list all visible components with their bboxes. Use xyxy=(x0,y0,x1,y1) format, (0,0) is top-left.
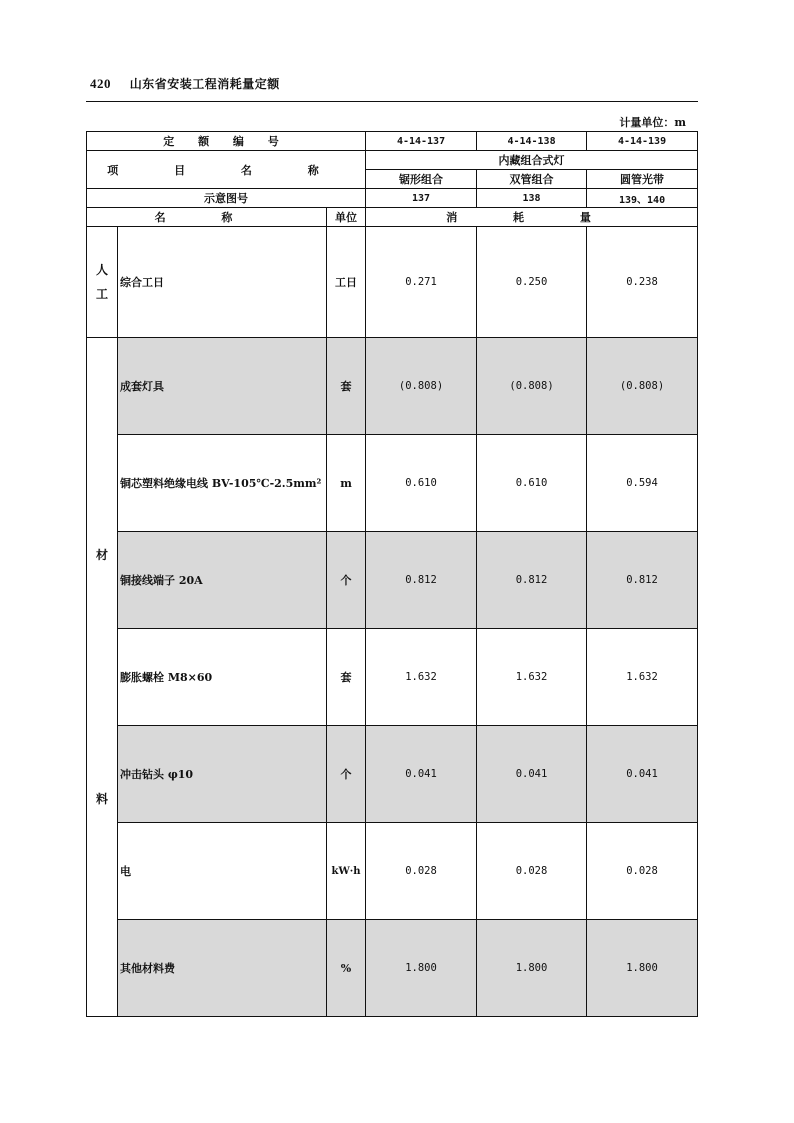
row-name: 冲击钻头 φ10 xyxy=(118,726,327,823)
row-name: 铜接线端子 20A xyxy=(118,532,327,629)
item-name-cell: 锯形组合 xyxy=(366,170,477,189)
row-value: 0.041 xyxy=(366,726,477,823)
group-title: 内藏组合式灯 xyxy=(366,151,698,170)
table-row xyxy=(87,532,698,629)
row-name: 其他材料费 xyxy=(118,920,327,1017)
table-row xyxy=(87,338,698,435)
row-value: 0.812 xyxy=(477,532,587,629)
row-value: 0.594 xyxy=(587,435,698,532)
unit-note: 计量单位：m xyxy=(619,116,686,129)
diagram-label: 示意图号 xyxy=(87,189,366,208)
quota-code-cell: 4-14-139 xyxy=(587,132,698,151)
col-consumption-label: 消 耗 量 xyxy=(366,208,698,227)
row-name: 膨胀螺栓 M8×60 xyxy=(118,629,327,726)
diagram-row xyxy=(87,189,698,208)
row-value: 0.041 xyxy=(587,726,698,823)
category-labor: 人 工 xyxy=(87,227,118,338)
page-number: 420 xyxy=(90,76,111,91)
quota-table xyxy=(86,131,698,1017)
quota-code-row xyxy=(87,132,698,151)
table-row xyxy=(87,726,698,823)
row-unit: % xyxy=(327,920,366,1017)
quota-code-label: 定 额 编 号 xyxy=(87,132,366,151)
col-unit-label: 单位 xyxy=(327,208,366,227)
item-name-cell: 圆管光带 xyxy=(587,170,698,189)
row-value: 1.800 xyxy=(587,920,698,1017)
diagram-number: 137 xyxy=(366,189,477,208)
category-material: 材 料 xyxy=(87,338,118,1017)
quota-code-cell: 4-14-137 xyxy=(366,132,477,151)
item-name-label: 项 目 名 称 xyxy=(87,151,366,189)
diagram-number: 138 xyxy=(477,189,587,208)
col-name-label: 名 称 xyxy=(87,208,327,227)
row-unit: kW·h xyxy=(327,823,366,920)
table-row xyxy=(87,629,698,726)
page-header xyxy=(90,75,280,92)
table-row xyxy=(87,920,698,1017)
row-value: 0.028 xyxy=(366,823,477,920)
row-value: 0.271 xyxy=(366,227,477,338)
row-value: 0.812 xyxy=(587,532,698,629)
row-value: 1.800 xyxy=(366,920,477,1017)
row-unit: 套 xyxy=(327,629,366,726)
row-value: 1.800 xyxy=(477,920,587,1017)
row-unit: 工日 xyxy=(327,227,366,338)
row-name: 铜芯塑料绝缘电线 BV-105℃-2.5mm² xyxy=(118,435,327,532)
column-header-row xyxy=(87,208,698,227)
row-value: (0.808) xyxy=(587,338,698,435)
table-row xyxy=(87,435,698,532)
row-value: 0.238 xyxy=(587,227,698,338)
row-value: 0.028 xyxy=(587,823,698,920)
item-name-cell: 双管组合 xyxy=(477,170,587,189)
row-value: (0.808) xyxy=(477,338,587,435)
row-value: 0.812 xyxy=(366,532,477,629)
row-name: 综合工日 xyxy=(118,227,327,338)
row-unit: m xyxy=(327,435,366,532)
row-value: 0.610 xyxy=(366,435,477,532)
row-value: (0.808) xyxy=(366,338,477,435)
row-value: 1.632 xyxy=(477,629,587,726)
header-rule xyxy=(86,101,698,102)
book-title: 山东省安装工程消耗量定额 xyxy=(129,77,280,91)
group-title-row xyxy=(87,151,698,170)
row-unit: 套 xyxy=(327,338,366,435)
table-row xyxy=(87,823,698,920)
row-name: 电 xyxy=(118,823,327,920)
row-value: 1.632 xyxy=(587,629,698,726)
row-unit: 个 xyxy=(327,532,366,629)
quota-code-cell: 4-14-138 xyxy=(477,132,587,151)
row-value: 0.041 xyxy=(477,726,587,823)
diagram-number: 139、140 xyxy=(587,189,698,208)
row-unit: 个 xyxy=(327,726,366,823)
row-value: 1.632 xyxy=(366,629,477,726)
row-name: 成套灯具 xyxy=(118,338,327,435)
row-value: 0.610 xyxy=(477,435,587,532)
table-row xyxy=(87,227,698,338)
row-value: 0.250 xyxy=(477,227,587,338)
row-value: 0.028 xyxy=(477,823,587,920)
